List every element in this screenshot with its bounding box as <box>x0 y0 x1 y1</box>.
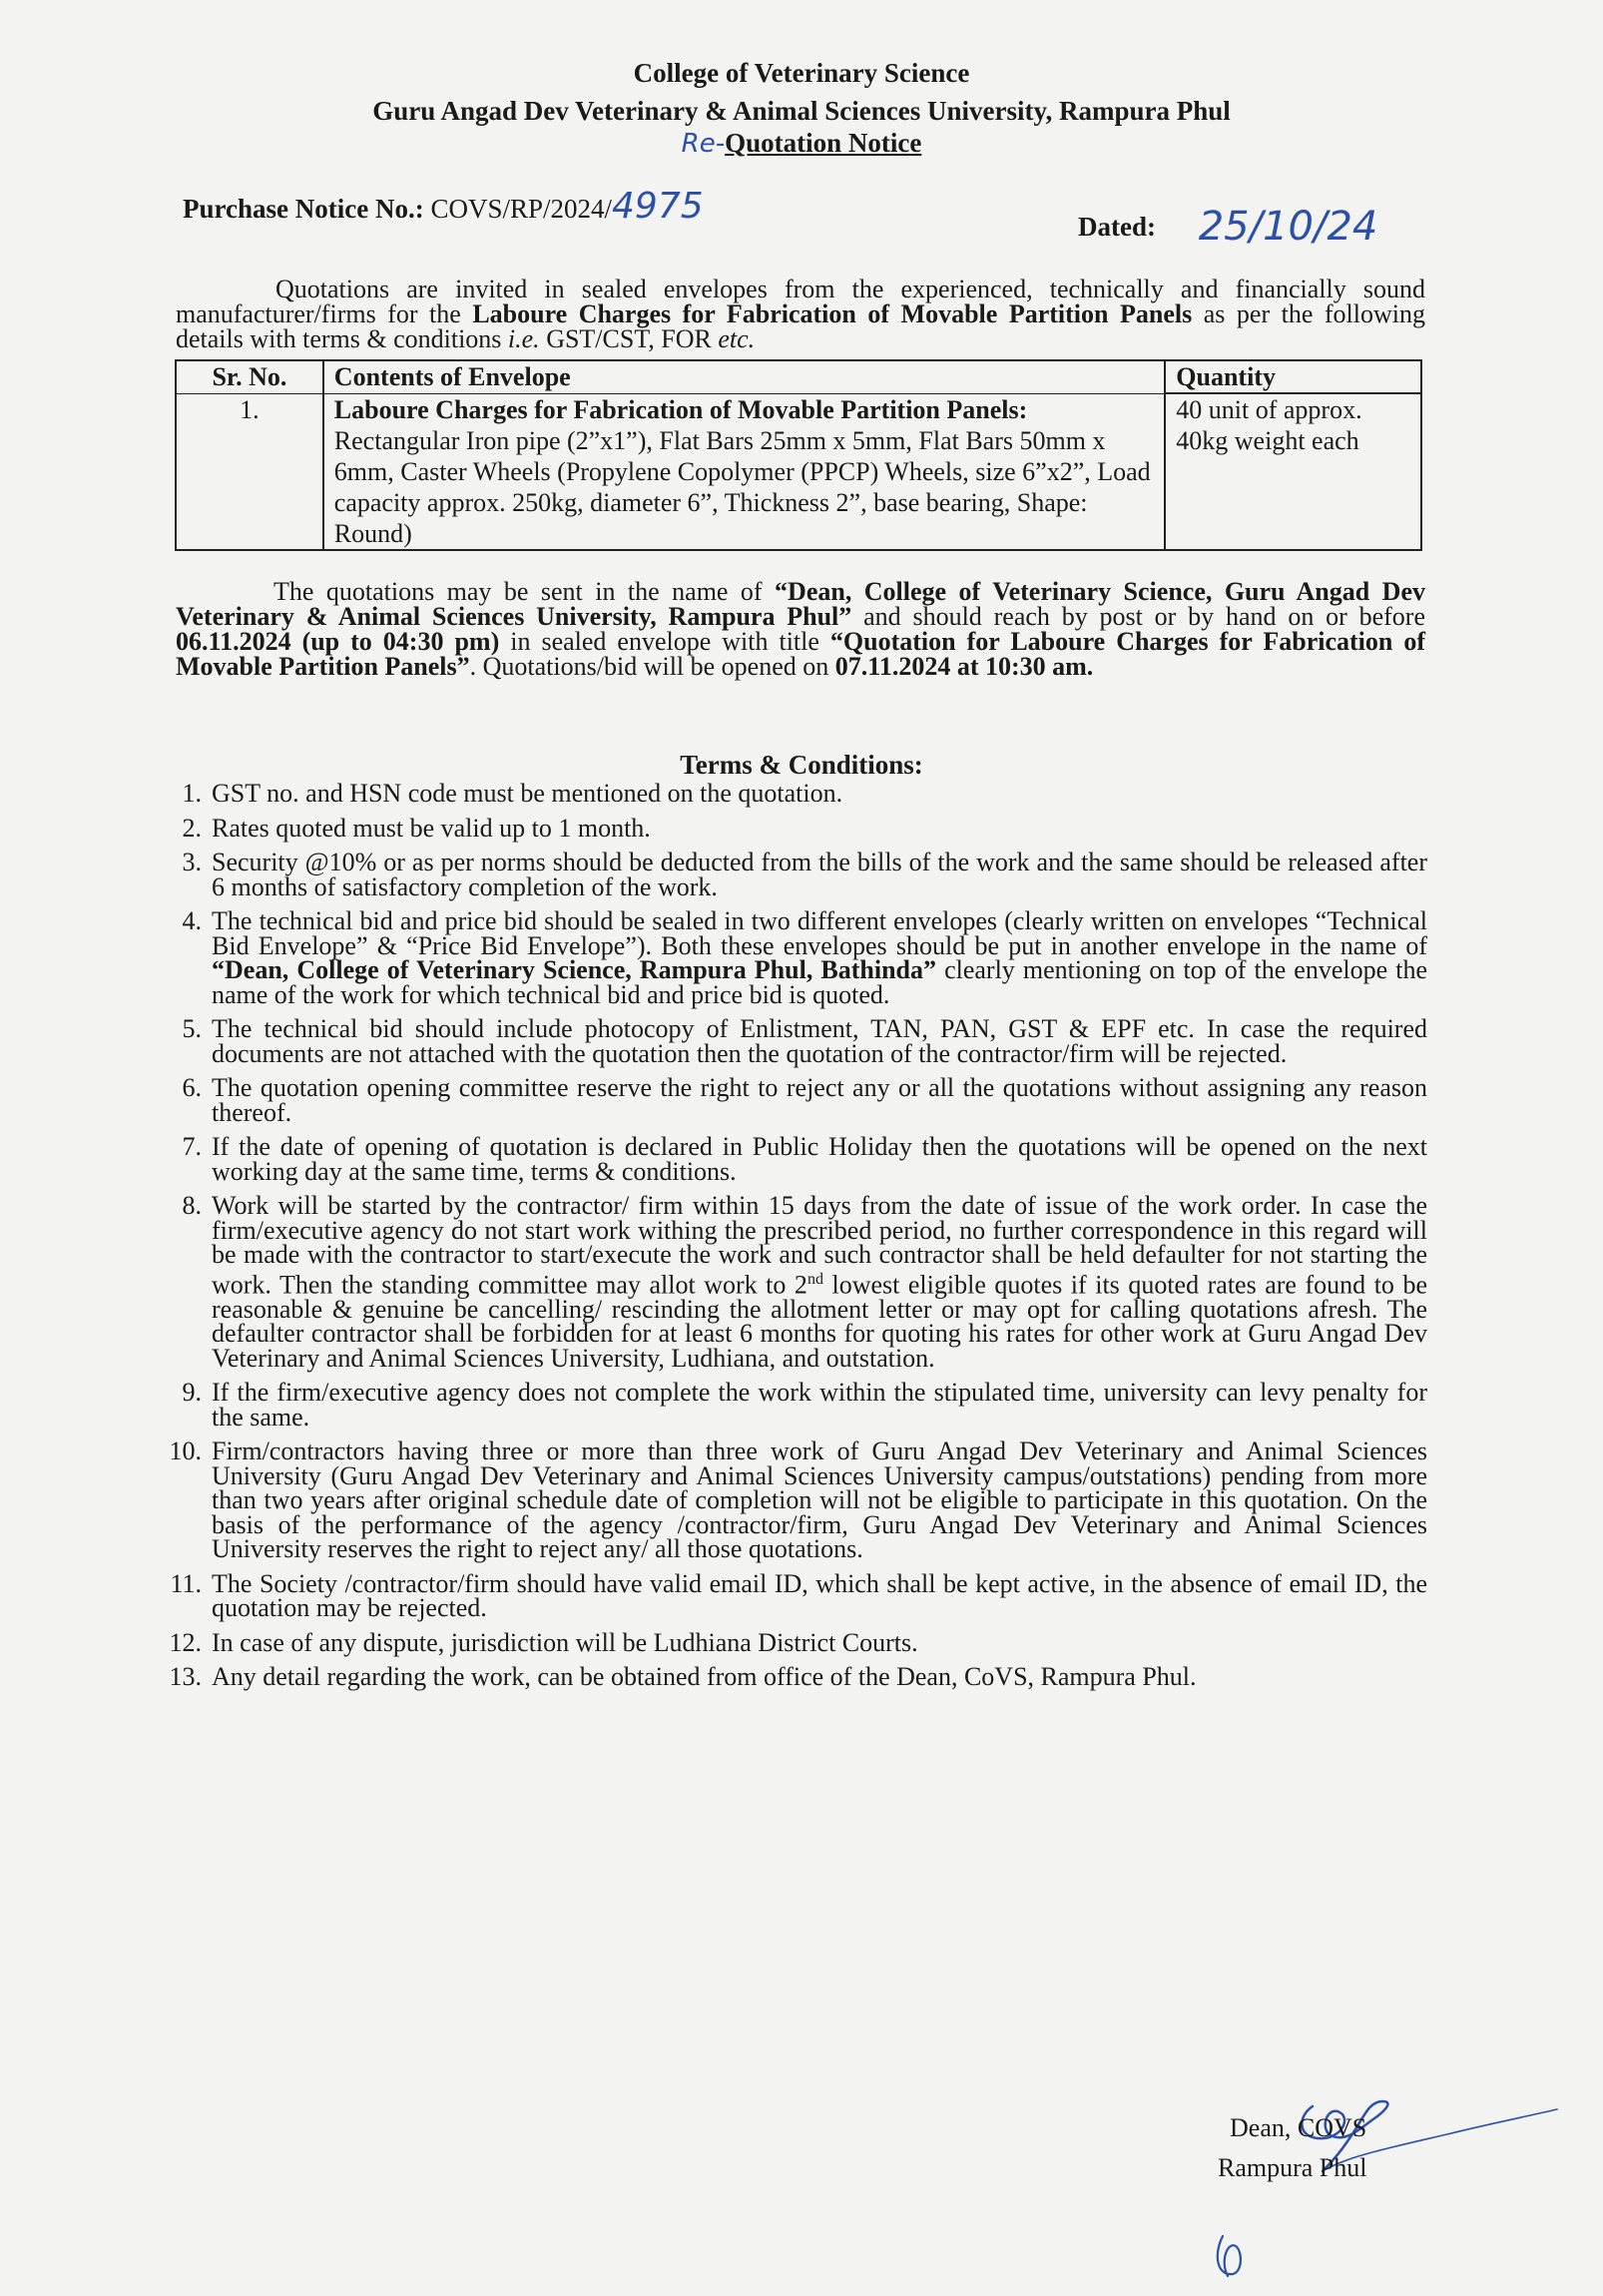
signature-mark <box>1148 2076 1567 2296</box>
list-item <box>160 1662 1427 1692</box>
term-number: 9. <box>182 1378 202 1408</box>
list-item <box>160 1568 1427 1623</box>
row-contents <box>323 393 1165 550</box>
purchase-notice-number <box>183 186 704 227</box>
list-item <box>160 1378 1427 1432</box>
term-number: 12. <box>169 1627 202 1657</box>
term-number: 5. <box>182 1014 202 1043</box>
submission-text: . Quotations/bid will be opened on <box>469 652 835 681</box>
quantity-line-2: 40kg weight each <box>1176 426 1359 455</box>
handwritten-number: 4975 <box>612 186 704 227</box>
term-text: If the firm/executive agency does not complete the work within the stipulated time, university can levy penalty for the same. <box>212 1378 1427 1432</box>
submission-deadline: 06.11.2024 (up to 04:30 pm) <box>176 627 500 656</box>
list-item <box>160 1132 1427 1186</box>
term-text: The Society /contractor/firm should have valid email ID, which shall be kept active, in the absence of email ID, the quotation may be rejected. <box>212 1568 1427 1623</box>
term-number: 3. <box>182 848 202 876</box>
terms-title: Terms & Conditions: <box>680 750 923 780</box>
intro-bold-work: Laboure Charges for Fabrication of Movable Partition Panels <box>472 299 1193 328</box>
term-text: The quotation opening committee reserve the right to reject any or all the quotations without assigning any reason thereof. <box>212 1073 1427 1127</box>
term-text: The technical bid and price bid should be sealed in two different envelopes (clearly written on envelopes “Technical Bid Envelope” & “Price Bid Envelope”). Both these envelopes should be put in another envelope in the name of <box>212 906 1427 960</box>
term-number: 13. <box>169 1662 202 1692</box>
university-name: Guru Angad Dev Veterinary & Animal Sciences University, Rampura Phul <box>372 96 1231 126</box>
row-details: Rectangular Iron pipe (2”x1”), Flat Bars 25mm x 5mm, Flat Bars 50mm x 6mm, Caster Wheels (Propylene Copolymer (PPCP) Wheels, size 6”x2”, Load capacity approx. 250kg, diameter 6”, Thickness 2”, base bearing, Shape: Round) <box>333 425 1151 548</box>
term-number: 2. <box>182 813 202 843</box>
term-text: lowest eligible quotes if its quoted rates are found to be reasonable & genuine be cancelling/ rescinding the allotment letter or may opt for calling quotations afresh. The defaulter contractor shall be forbidden for at least 6 months for quoting his rates for other work at Guru Angad Dev Veterinary and Animal Sciences University, Ludhiana, and outstation. <box>212 1270 1427 1373</box>
term-number: 7. <box>182 1132 202 1161</box>
row-sr-no: 1. <box>176 393 323 550</box>
list-item <box>160 1191 1427 1373</box>
term-text: Security @10% or as per norms should be deducted from the bills of the work and the same should be released after 6 months of satisfactory completion of the work. <box>212 848 1427 901</box>
submission-text: The quotations may be sent in the name of <box>273 577 776 606</box>
signatory-title: Dean, COVS <box>1230 2113 1367 2142</box>
term-text: Work will be started by the contractor/ firm within 15 days from the date of issue of the work order. In case the firm/executive agency do not start work withing the prescribed period, no further correspondence in this regard will be made with the contractor to start/execute the work and such contractor shall be held defaulter for not starting the work. Then the standing committee may allot work to 2 <box>212 1191 1427 1300</box>
submission-text: and should reach by post or by hand on or before <box>851 602 1425 631</box>
term-text: clearly mentioning on top of the envelope the name of the work for which technical bid and price bid is quoted. <box>212 955 1427 1009</box>
header-contents: Contents of Envelope <box>323 360 1165 393</box>
table-row <box>176 393 1421 550</box>
submission-text: in sealed envelope with title <box>499 627 830 656</box>
intro-paragraph <box>176 277 1425 351</box>
term-number: 6. <box>182 1073 202 1102</box>
term-number: 4. <box>182 906 202 935</box>
dated-label: Dated: <box>1078 212 1156 242</box>
term-superscript: nd <box>806 1270 823 1288</box>
dated <box>1078 200 1378 250</box>
row-quantity <box>1165 393 1421 550</box>
term-number: 10. <box>169 1436 202 1466</box>
term-text: If the date of opening of quotation is declared in Public Holiday then the quotations will be opened on the next working day at the same time, terms & conditions. <box>212 1132 1427 1186</box>
quantity-line-1: 40 unit of approx. <box>1176 395 1362 424</box>
list-item <box>160 1073 1427 1127</box>
header-sr-no: Sr. No. <box>176 360 323 393</box>
purchase-notice-label: Purchase Notice No.: <box>183 194 424 224</box>
list-item <box>160 813 1427 843</box>
submission-paragraph <box>176 579 1425 679</box>
intro-text: GST/CST, FOR <box>539 324 719 353</box>
submission-opening-date: 07.11.2024 at 10:30 am. <box>834 652 1094 681</box>
term-number: 11. <box>170 1568 202 1598</box>
term-text: The technical bid should include photocopy of Enlistment, TAN, PAN, GST & EPF etc. In case the required documents are not attached with the quotation then the quotation of the contractor/firm will be rejected. <box>212 1014 1427 1068</box>
row-title: Laboure Charges for Fabrication of Movable Partition Panels: <box>333 394 1028 424</box>
term-bold: “Dean, College of Veterinary Science, Rampura Phul, Bathinda” <box>212 955 936 984</box>
list-item <box>160 1627 1427 1657</box>
term-text: Firm/contractors having three or more than three work of Guru Angad Dev Veterinary and Animal Sciences University (Guru Angad Dev Veterinary and Animal Sciences University campus/outstations) pending from more than two years after original schedule date of completion will not be eligible to participate in this quotation. On the basis of the performance of the agency /contractor/firm, Guru Angad Dev Veterinary and Animal Sciences University reserves the right to reject any/ all those quotations. <box>212 1436 1427 1564</box>
list-item <box>160 848 1427 901</box>
term-text: In case of any dispute, jurisdiction will be Ludhiana District Courts. <box>212 1627 918 1657</box>
college-name: College of Veterinary Science <box>633 58 970 88</box>
intro-italic: etc. <box>718 324 756 353</box>
signatory-place: Rampura Phul <box>1218 2153 1367 2182</box>
submission-addressee: “Dean, College of Veterinary Science, Guru Angad Dev Veterinary & Animal Sciences University, Rampura Phul” <box>176 577 1425 631</box>
list-item <box>160 1014 1427 1068</box>
table-header-row <box>176 360 1421 393</box>
terms-list <box>160 779 1427 1700</box>
list-item <box>160 906 1427 1009</box>
term-number: 1. <box>182 779 202 808</box>
handwritten-date: 25/10/24 <box>1198 204 1378 250</box>
specification-table <box>175 359 1422 551</box>
term-number: 8. <box>182 1191 202 1220</box>
header-quantity: Quantity <box>1165 360 1421 393</box>
list-item <box>160 1436 1427 1564</box>
purchase-notice-prefix: COVS/RP/2024/ <box>430 194 613 224</box>
term-text: Rates quoted must be valid up to 1 month. <box>212 813 651 843</box>
notice-title-text: Quotation Notice <box>725 128 922 158</box>
term-text: Any detail regarding the work, can be obtained from office of the Dean, CoVS, Rampura Phul. <box>212 1662 1197 1692</box>
term-text: GST no. and HSN code must be mentioned on the quotation. <box>212 779 843 808</box>
intro-italic: i.e. <box>507 324 540 353</box>
intro-text: Quotations are invited in sealed envelopes from the experienced, technically and financially sound manufacturer/firms for the <box>176 275 1425 328</box>
notice-title <box>0 128 1603 159</box>
submission-envelope-title: “Quotation for Laboure Charges for Fabrication of Movable Partition Panels” <box>176 627 1426 681</box>
handwritten-re: Re- <box>681 129 726 159</box>
intro-text: as per the following details with terms & conditions <box>176 299 1425 353</box>
list-item <box>160 779 1427 808</box>
